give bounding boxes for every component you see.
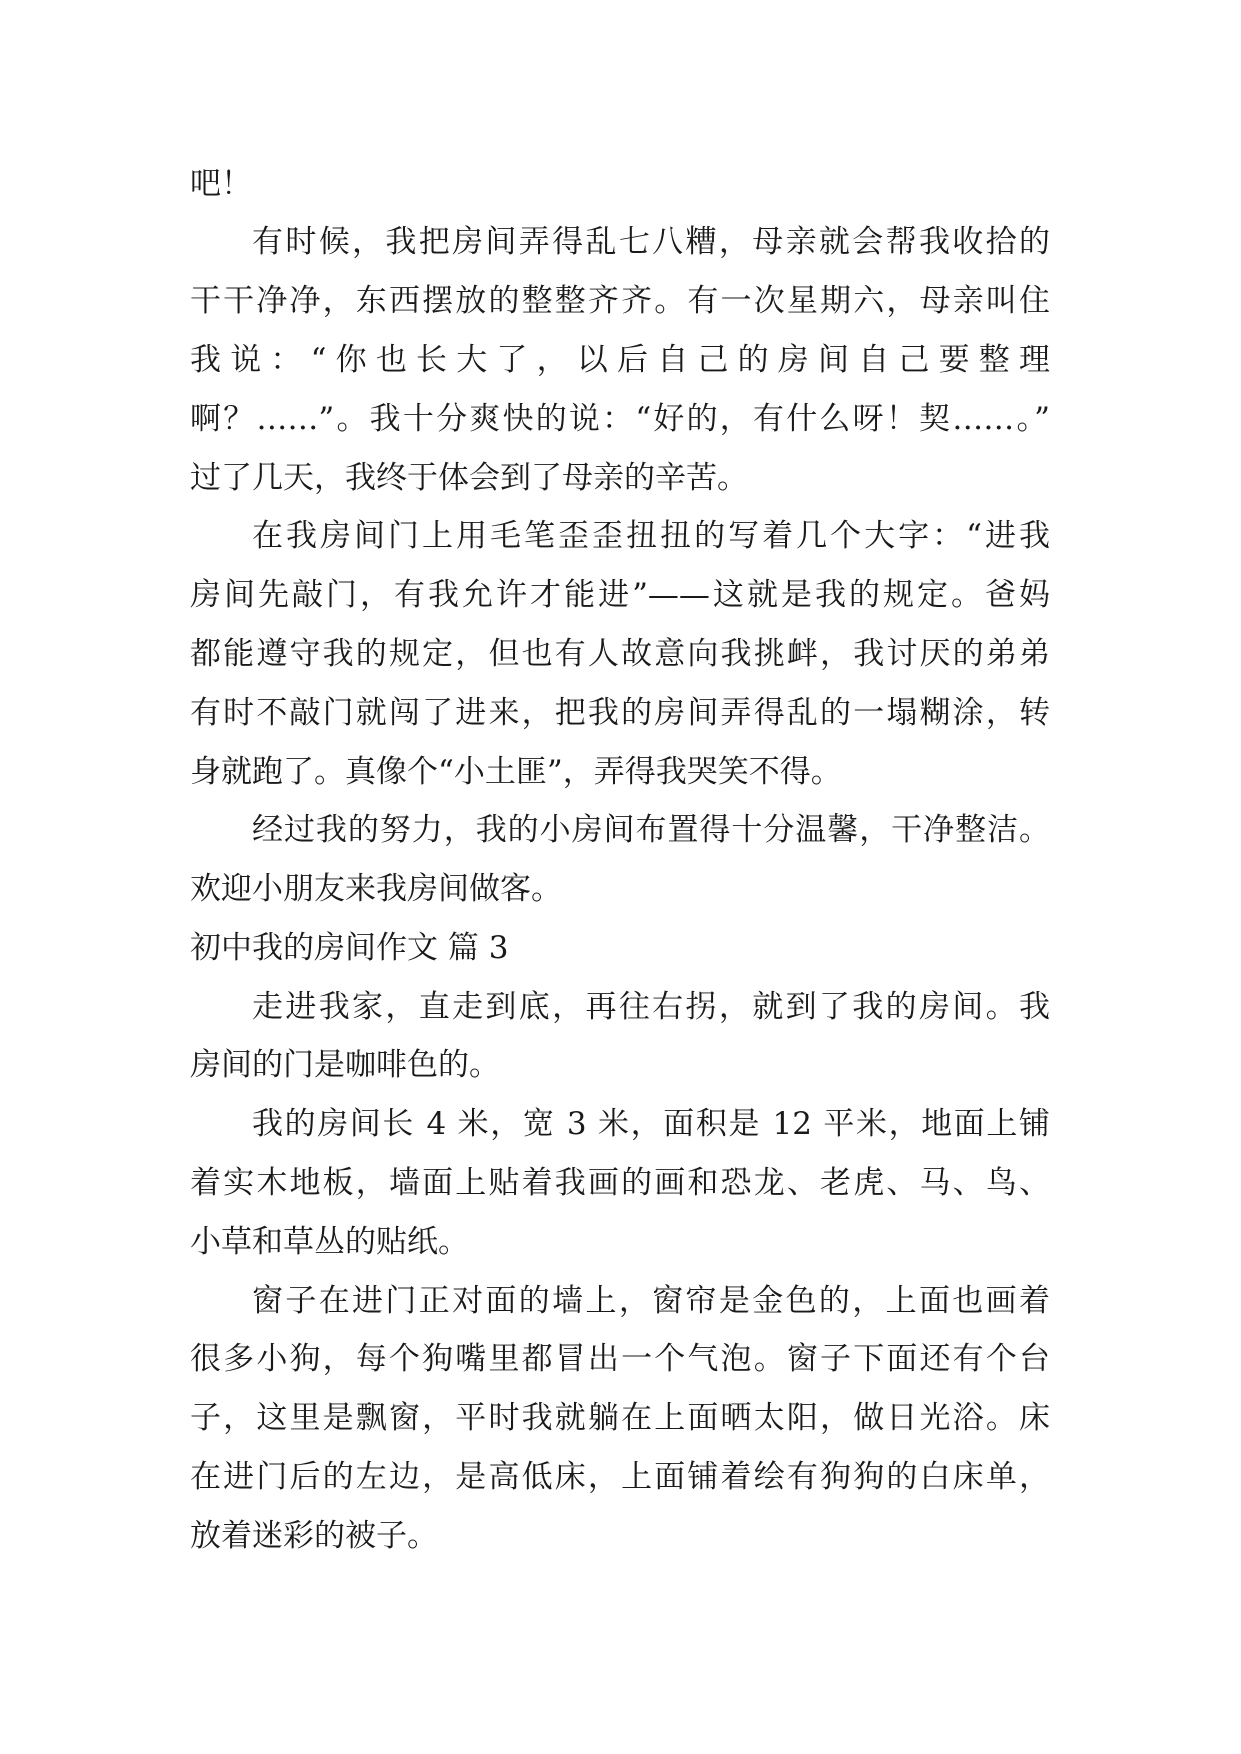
text-line: 子，这里是飘窗，平时我就躺在上面晒太阳，做日光浴。床 <box>190 1400 1050 1436</box>
text-line: 着实木地板，墙面上贴着我画的画和恐龙、老虎、马、鸟、 <box>190 1165 1050 1201</box>
text-line: 小草和草丛的贴纸。 <box>190 1224 469 1260</box>
text-line: 过了几天，我终于体会到了母亲的辛苦。 <box>190 460 748 496</box>
paragraph-first-line: 窗子在进门正对面的墙上，窗帘是金色的，上面也画着 <box>252 1283 1050 1319</box>
text-line: 吧！ <box>190 166 252 202</box>
paragraph-first-line: 我的房间长 4 米，宽 3 米，面积是 12 平米，地面上铺 <box>252 1106 1050 1142</box>
text-line: 有时不敲门就闯了进来，把我的房间弄得乱的一塌糊涂，转 <box>190 695 1050 731</box>
text-line: 啊？……”。我十分爽快的说：“好的，有什么呀！契……。” <box>190 401 1050 437</box>
text-line: 很多小狗，每个狗嘴里都冒出一个气泡。窗子下面还有个台 <box>190 1341 1050 1377</box>
text-line: 放着迷彩的被子。 <box>190 1518 438 1554</box>
text-line: 房间先敲门，有我允许才能进”——这就是我的规定。爸妈 <box>190 577 1050 613</box>
text-line: 我说：“你也长大了，以后自己的房间自己要整理 <box>190 342 1050 378</box>
paragraph-first-line: 走进我家，直走到底，再往右拐，就到了我的房间。我 <box>252 989 1050 1025</box>
text-line: 欢迎小朋友来我房间做客。 <box>190 871 562 907</box>
paragraph-first-line: 经过我的努力，我的小房间布置得十分温馨，干净整洁。 <box>252 812 1050 848</box>
section-heading: 初中我的房间作文 篇 3 <box>190 930 509 966</box>
text-line: 都能遵守我的规定，但也有人故意向我挑衅，我讨厌的弟弟 <box>190 636 1050 672</box>
text-line: 身就跑了。真像个“小土匪”，弄得我哭笑不得。 <box>190 754 842 790</box>
text-line: 干干净净，东西摆放的整整齐齐。有一次星期六，母亲叫住 <box>190 283 1050 319</box>
paragraph-first-line: 在我房间门上用毛笔歪歪扭扭的写着几个大字：“进我 <box>252 518 1050 554</box>
text-line: 房间的门是咖啡色的。 <box>190 1047 500 1083</box>
text-line: 在进门后的左边，是高低床，上面铺着绘有狗狗的白床单， <box>190 1459 1050 1495</box>
paragraph-first-line: 有时候，我把房间弄得乱七八糟，母亲就会帮我收拾的 <box>252 224 1050 260</box>
